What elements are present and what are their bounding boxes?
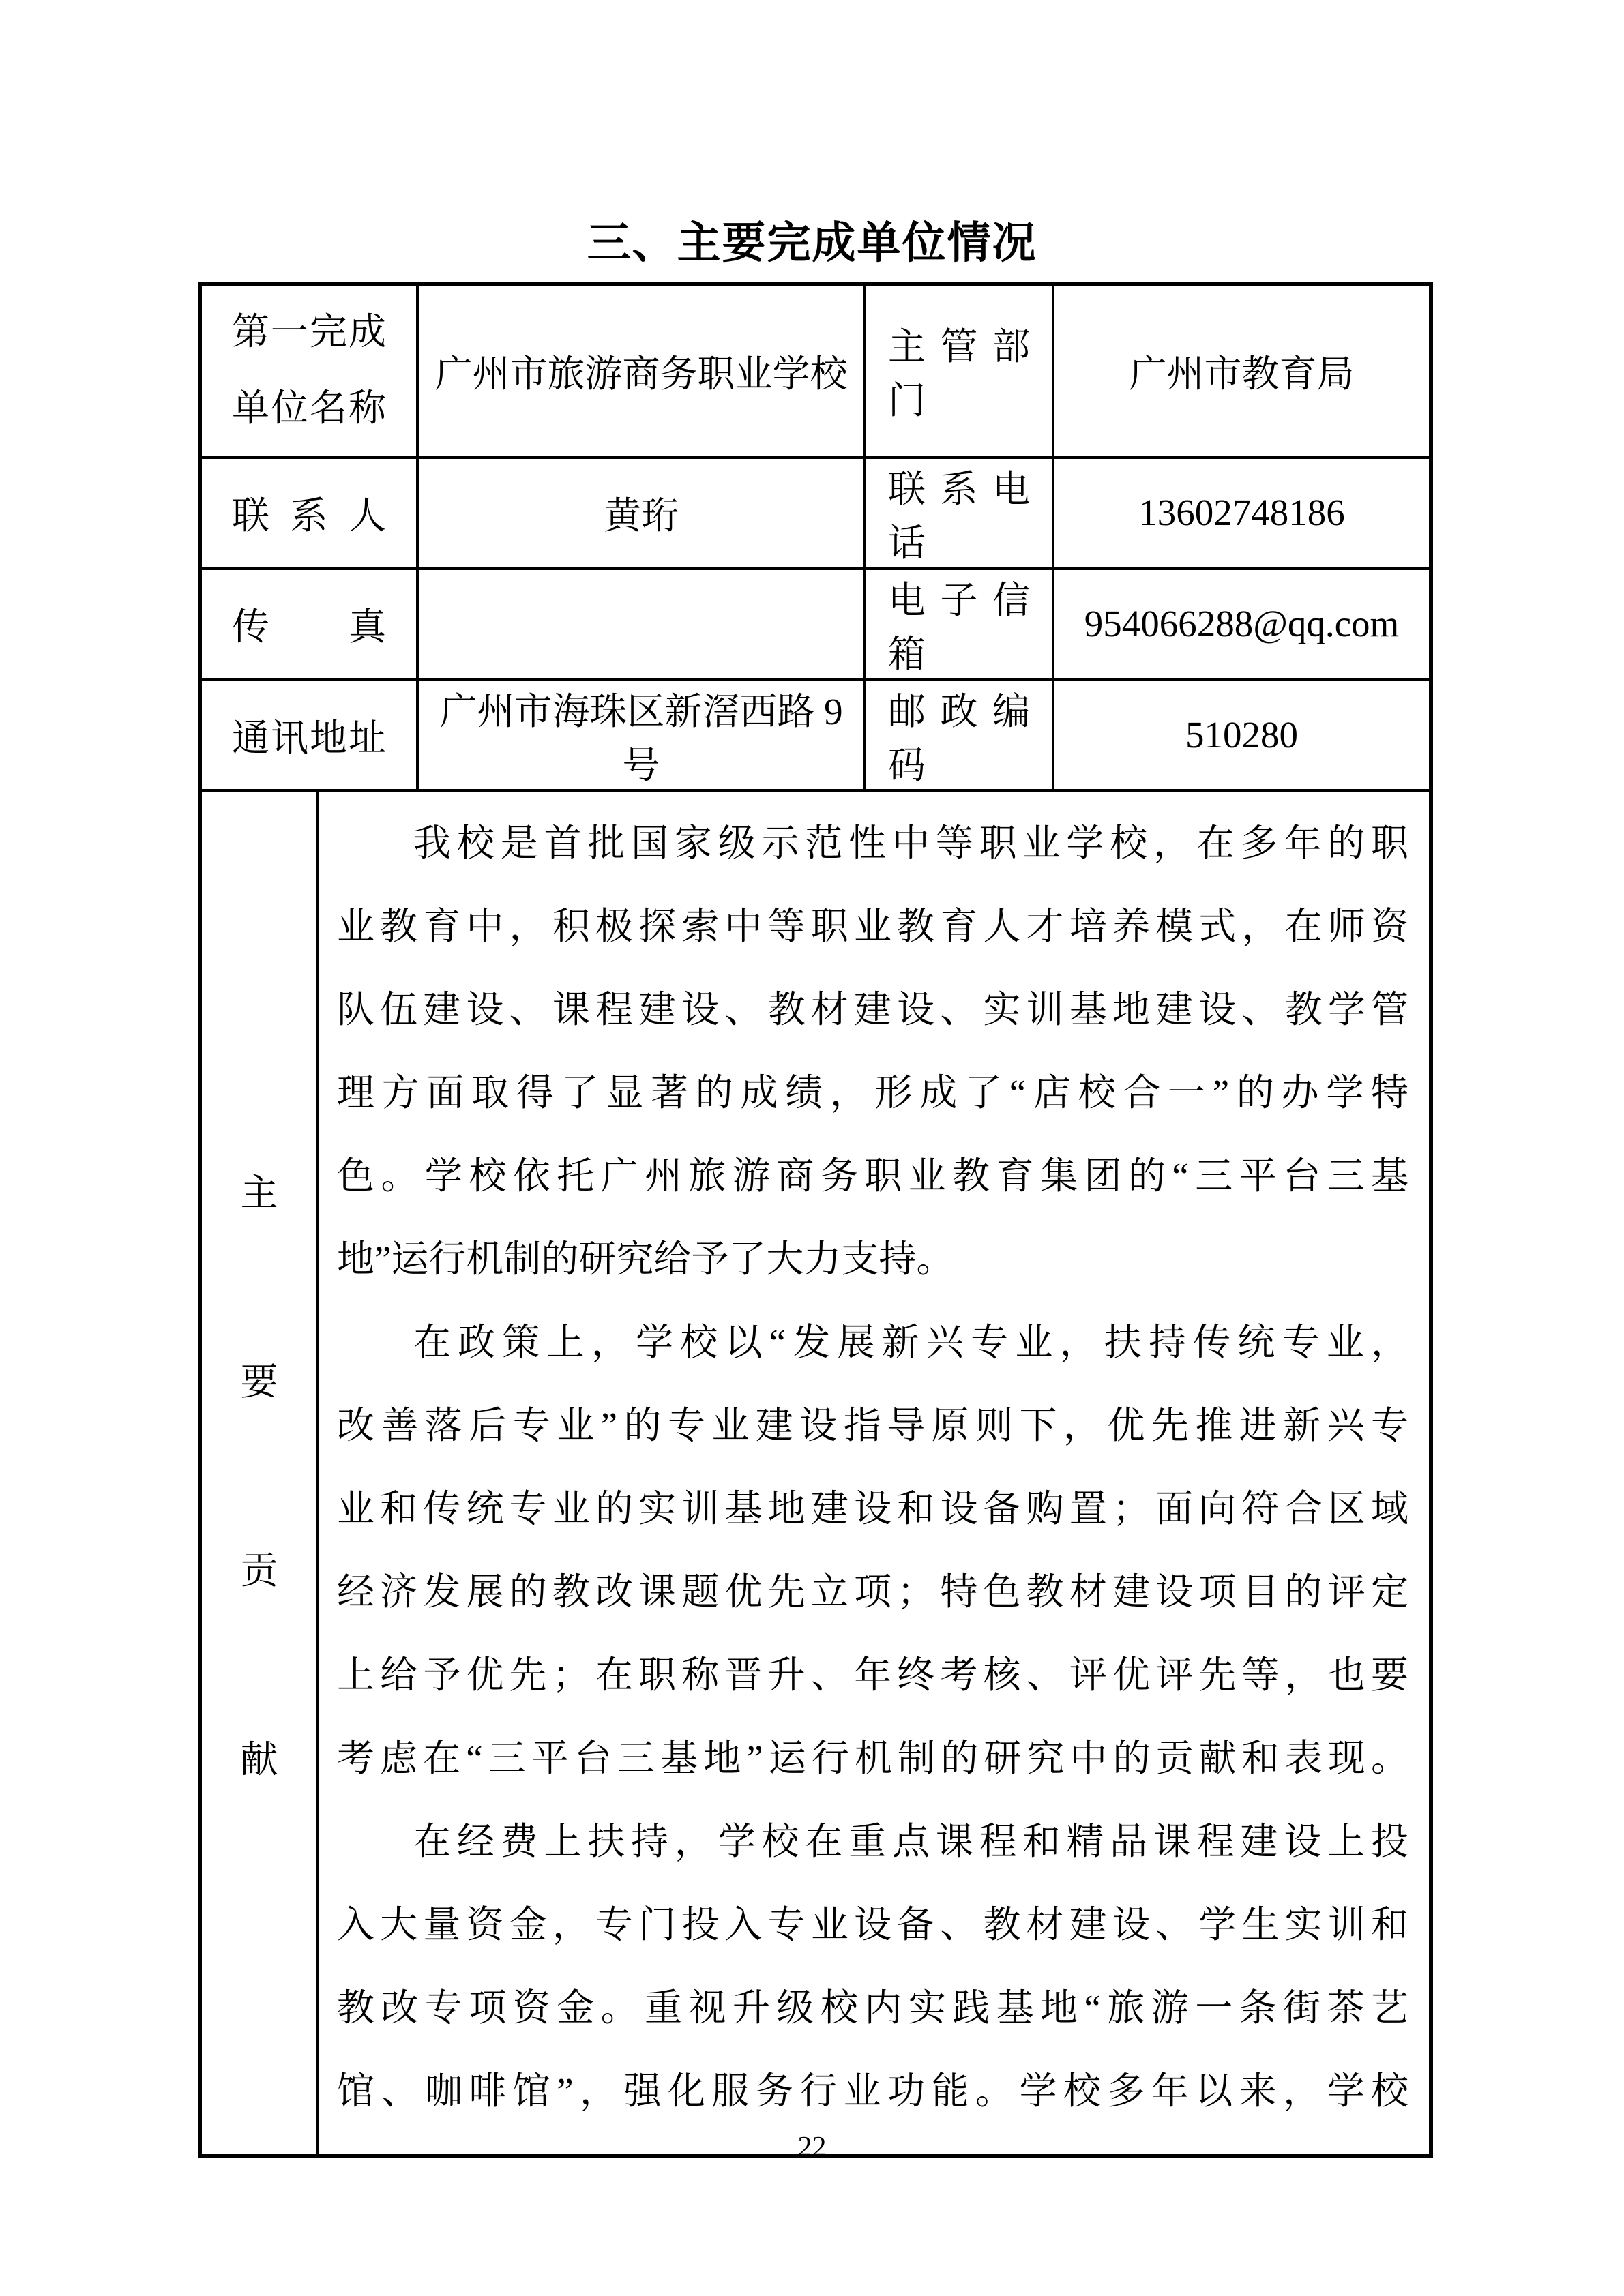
contribution-line: 教改专项资金。重视升级校内实践基地“旅游一条街茶艺 bbox=[337, 1986, 1409, 2029]
contribution-line: 改善落后专业”的专业建设指导原则下，优先推进新兴专 bbox=[337, 1404, 1409, 1446]
postcode-label: 邮政编码 bbox=[865, 679, 1053, 790]
page-title: 三、主要完成单位情况 bbox=[587, 218, 1037, 267]
contribution-line: 我校是首批国家级示范性中等职业学校，在多年的职 bbox=[413, 822, 1409, 864]
contribution-line: 色。学校依托广州旅游商务职业教育集团的“三平台三基 bbox=[337, 1154, 1409, 1197]
email-value: 954066288@qq.com bbox=[1053, 568, 1431, 679]
first-unit-name-value: 广州市旅游商务职业学校 bbox=[417, 284, 865, 457]
page-number: 22 bbox=[797, 2132, 827, 2163]
contact-person-value: 黄珩 bbox=[417, 457, 865, 568]
contribution-line: 地”运行机制的研究给予了大力支持。 bbox=[337, 1238, 954, 1280]
first-unit-name-label bbox=[200, 284, 417, 457]
contribution-line: 业教育中，积极探索中等职业教育人才培养模式，在师资 bbox=[337, 905, 1409, 947]
address-value: 广州市海珠区新滘西路 9 号 bbox=[417, 679, 865, 790]
table-row-contact bbox=[200, 457, 1431, 568]
contribution-line: 理方面取得了显著的成绩，形成了“店校合一”的办学特 bbox=[337, 1071, 1409, 1114]
contribution-line: 入大量资金，专门投入专业设备、教材建设、学生实训和 bbox=[337, 1903, 1409, 1945]
main-contribution-label bbox=[200, 790, 318, 2156]
supervisor-dept-value: 广州市教育局 bbox=[1053, 284, 1431, 457]
contribution-char-3: 贡 bbox=[240, 1550, 278, 1592]
contact-person-label: 联系人 bbox=[200, 457, 417, 568]
contribution-char-1: 主 bbox=[240, 1172, 278, 1214]
table-row-contribution bbox=[200, 790, 1431, 2156]
label-line-2: 单位名称 bbox=[232, 387, 387, 430]
contribution-line: 经济发展的教改课题优先立项；特色教材建设项目的评定 bbox=[337, 1570, 1409, 1613]
label-line-1: 第一完成 bbox=[232, 311, 387, 353]
table-row-address bbox=[200, 679, 1431, 790]
contact-phone-label: 联系电话 bbox=[865, 457, 1053, 568]
contribution-line: 业和传统专业的实训基地建设和设备购置；面向符合区域 bbox=[337, 1487, 1409, 1530]
contribution-line: 在经费上扶持，学校在重点课程和精品课程建设上投 bbox=[413, 1820, 1409, 1862]
first-unit-name-label-lines bbox=[232, 294, 386, 447]
contribution-line: 队伍建设、课程建设、教材建设、实训基地建设、教学管 bbox=[337, 988, 1409, 1030]
email-label: 电子信箱 bbox=[865, 568, 1053, 679]
supervisor-dept-label: 主管部门 bbox=[865, 284, 1053, 457]
table-row-fax-email bbox=[200, 568, 1431, 679]
main-contribution-text bbox=[318, 790, 1431, 2156]
contribution-char-4: 献 bbox=[240, 1739, 278, 1781]
postcode-value: 510280 bbox=[1053, 679, 1431, 790]
address-label: 通讯地址 bbox=[200, 679, 417, 790]
table-row-unit-name bbox=[200, 284, 1431, 457]
unit-info-table bbox=[198, 282, 1433, 2158]
contribution-line: 考虑在“三平台三基地”运行机制的研究中的贡献和表现。 bbox=[337, 1737, 1409, 1779]
contribution-line: 馆、咖啡馆”，强化服务行业功能。学校多年以来，学校 bbox=[337, 2070, 1409, 2112]
main-contribution-label-chars bbox=[202, 1163, 316, 1783]
contribution-line: 上给予优先；在职称晋升、年终考核、评优评先等，也要 bbox=[337, 1654, 1409, 1696]
fax-value bbox=[417, 568, 865, 679]
contact-phone-value: 13602748186 bbox=[1053, 457, 1431, 568]
contribution-char-2: 要 bbox=[240, 1361, 278, 1403]
contribution-line: 在政策上，学校以“发展新兴专业，扶持传统专业， bbox=[413, 1321, 1409, 1363]
fax-label: 传真 bbox=[200, 568, 417, 679]
